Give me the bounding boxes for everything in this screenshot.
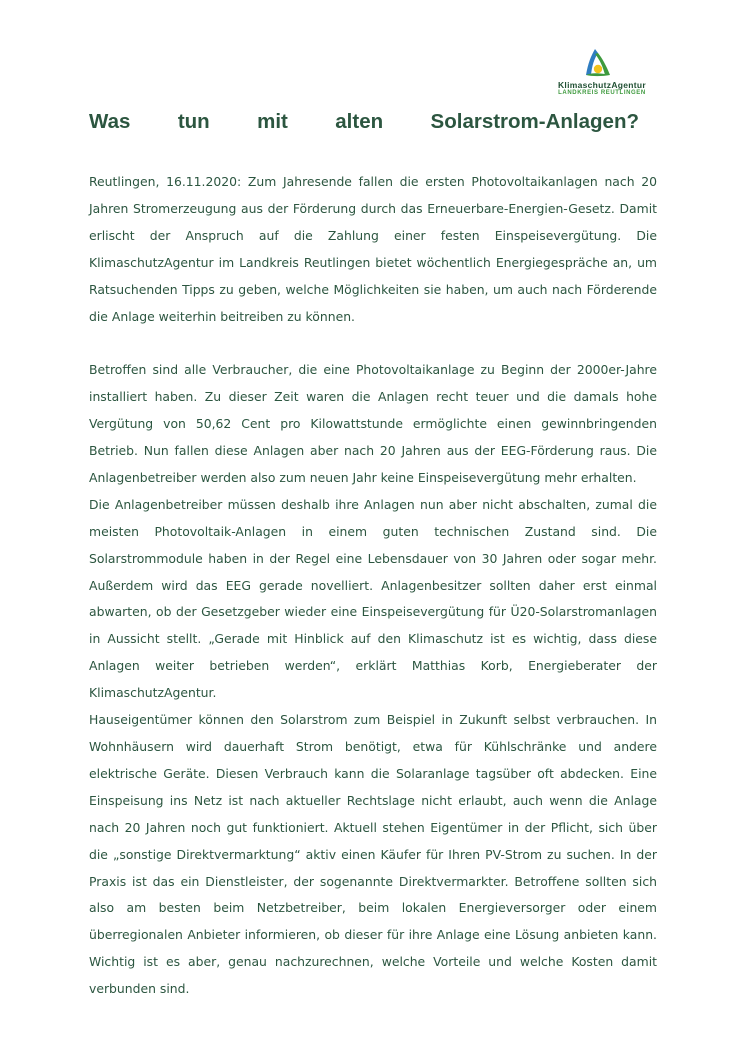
document-body: [89, 169, 657, 1003]
logo-name-line2: LANDKREIS REUTLINGEN: [558, 90, 646, 96]
paragraph-affected: Betroffen sind alle Verbraucher, die eine Photovoltaikanlage zu Beginn der 2000er-Jahre installiert haben. Zu dieser Zeit waren die Anlagen recht teuer und die damals hohe Vergütung von 50,62 Cent pro Kilowattstunde ermöglichte einen gewinnbringenden Betrieb. Nun fallen diese Anlagen aber nach 20 Jahren aus der EEG-Förderung raus. Die Anlagenbetreiber werden also zum neuen Jahr keine Einspeisevergütung mehr erhalten.: [89, 362, 657, 485]
paragraph-intro: Reutlingen, 16.11.2020: Zum Jahresende fallen die ersten Photovoltaikanlagen nach 20 Jahren Stromerzeugung aus der Förderung durch das Erneuerbare-Energien-Gesetz. Damit erlischt der Anspruch auf die Zahlung einer festen Einspeisevergütung. Die KlimaschutzAgentur im Landkreis Reutlingen bietet wöchentlich Energiegespräche an, um Ratsuchenden Tipps zu geben, welche Möglichkeiten sie haben, um auch nach Förderende die Anlage weiterhin beitreiben zu können.: [89, 174, 657, 324]
logo-name-line1: KlimaschutzAgentur: [557, 80, 647, 90]
klimaschutzagentur-logo: [546, 46, 658, 98]
document-title: Was tun mit alten Solarstrom-Anlagen?: [89, 110, 639, 133]
klimaschutzagentur-logo-icon: [582, 46, 614, 78]
paragraph-own-consumption: Hauseigentümer können den Solarstrom zum Beispiel in Zukunft selbst verbrauchen. In Wohnhäusern wird dauerhaft Strom benötigt, etwa für Kühlschränke und andere elektrische Geräte. Diesen Verbrauch kann die Solaranlage tagsüber oft abdecken. Eine Einspeisung ins Netz ist nach aktueller Rechtslage nicht erlaubt, auch wenn die Anlage nach 20 Jahren noch gut funktioniert. Aktuell stehen Eigentümer in der Pflicht, sich über die „sonstige Direktvermarktung“ aktiv einen Käufer für Ihren PV-Strom zu suchen. In der Praxis ist das ein Dienstleister, der sogenannte Direktvermarkter. Betroffene sollten sich also am besten beim Netzbetreiber, beim lokalen Energieversorger oder einem überregionalen Anbieter informieren, ob dieser für ihre Anlage eine Lösung anbieten kann. Wichtig ist es aber, genau nachzurechnen, welche Vorteile und welche Kosten damit verbunden sind.: [89, 712, 657, 997]
paragraph-operators: Die Anlagenbetreiber müssen deshalb ihre Anlagen nun aber nicht abschalten, zumal die meisten Photovoltaik-Anlagen in einem guten technischen Zustand sind. Die Solarstrommodule haben in der Regel eine Lebensdauer von 30 Jahren oder sogar mehr. Außerdem wird das EEG gerade novelliert. Anlagenbesitzer sollten daher erst einmal abwarten, ob der Gesetzgeber wieder eine Einspeisevergütung für Ü20-Solarstromanlagen in Aussicht stellt. „Gerade mit Hinblick auf den Klimaschutz ist es wichtig, dass diese Anlagen weiter betrieben werden“, erklärt Matthias Korb, Energieberater der KlimaschutzAgentur.: [89, 496, 657, 701]
